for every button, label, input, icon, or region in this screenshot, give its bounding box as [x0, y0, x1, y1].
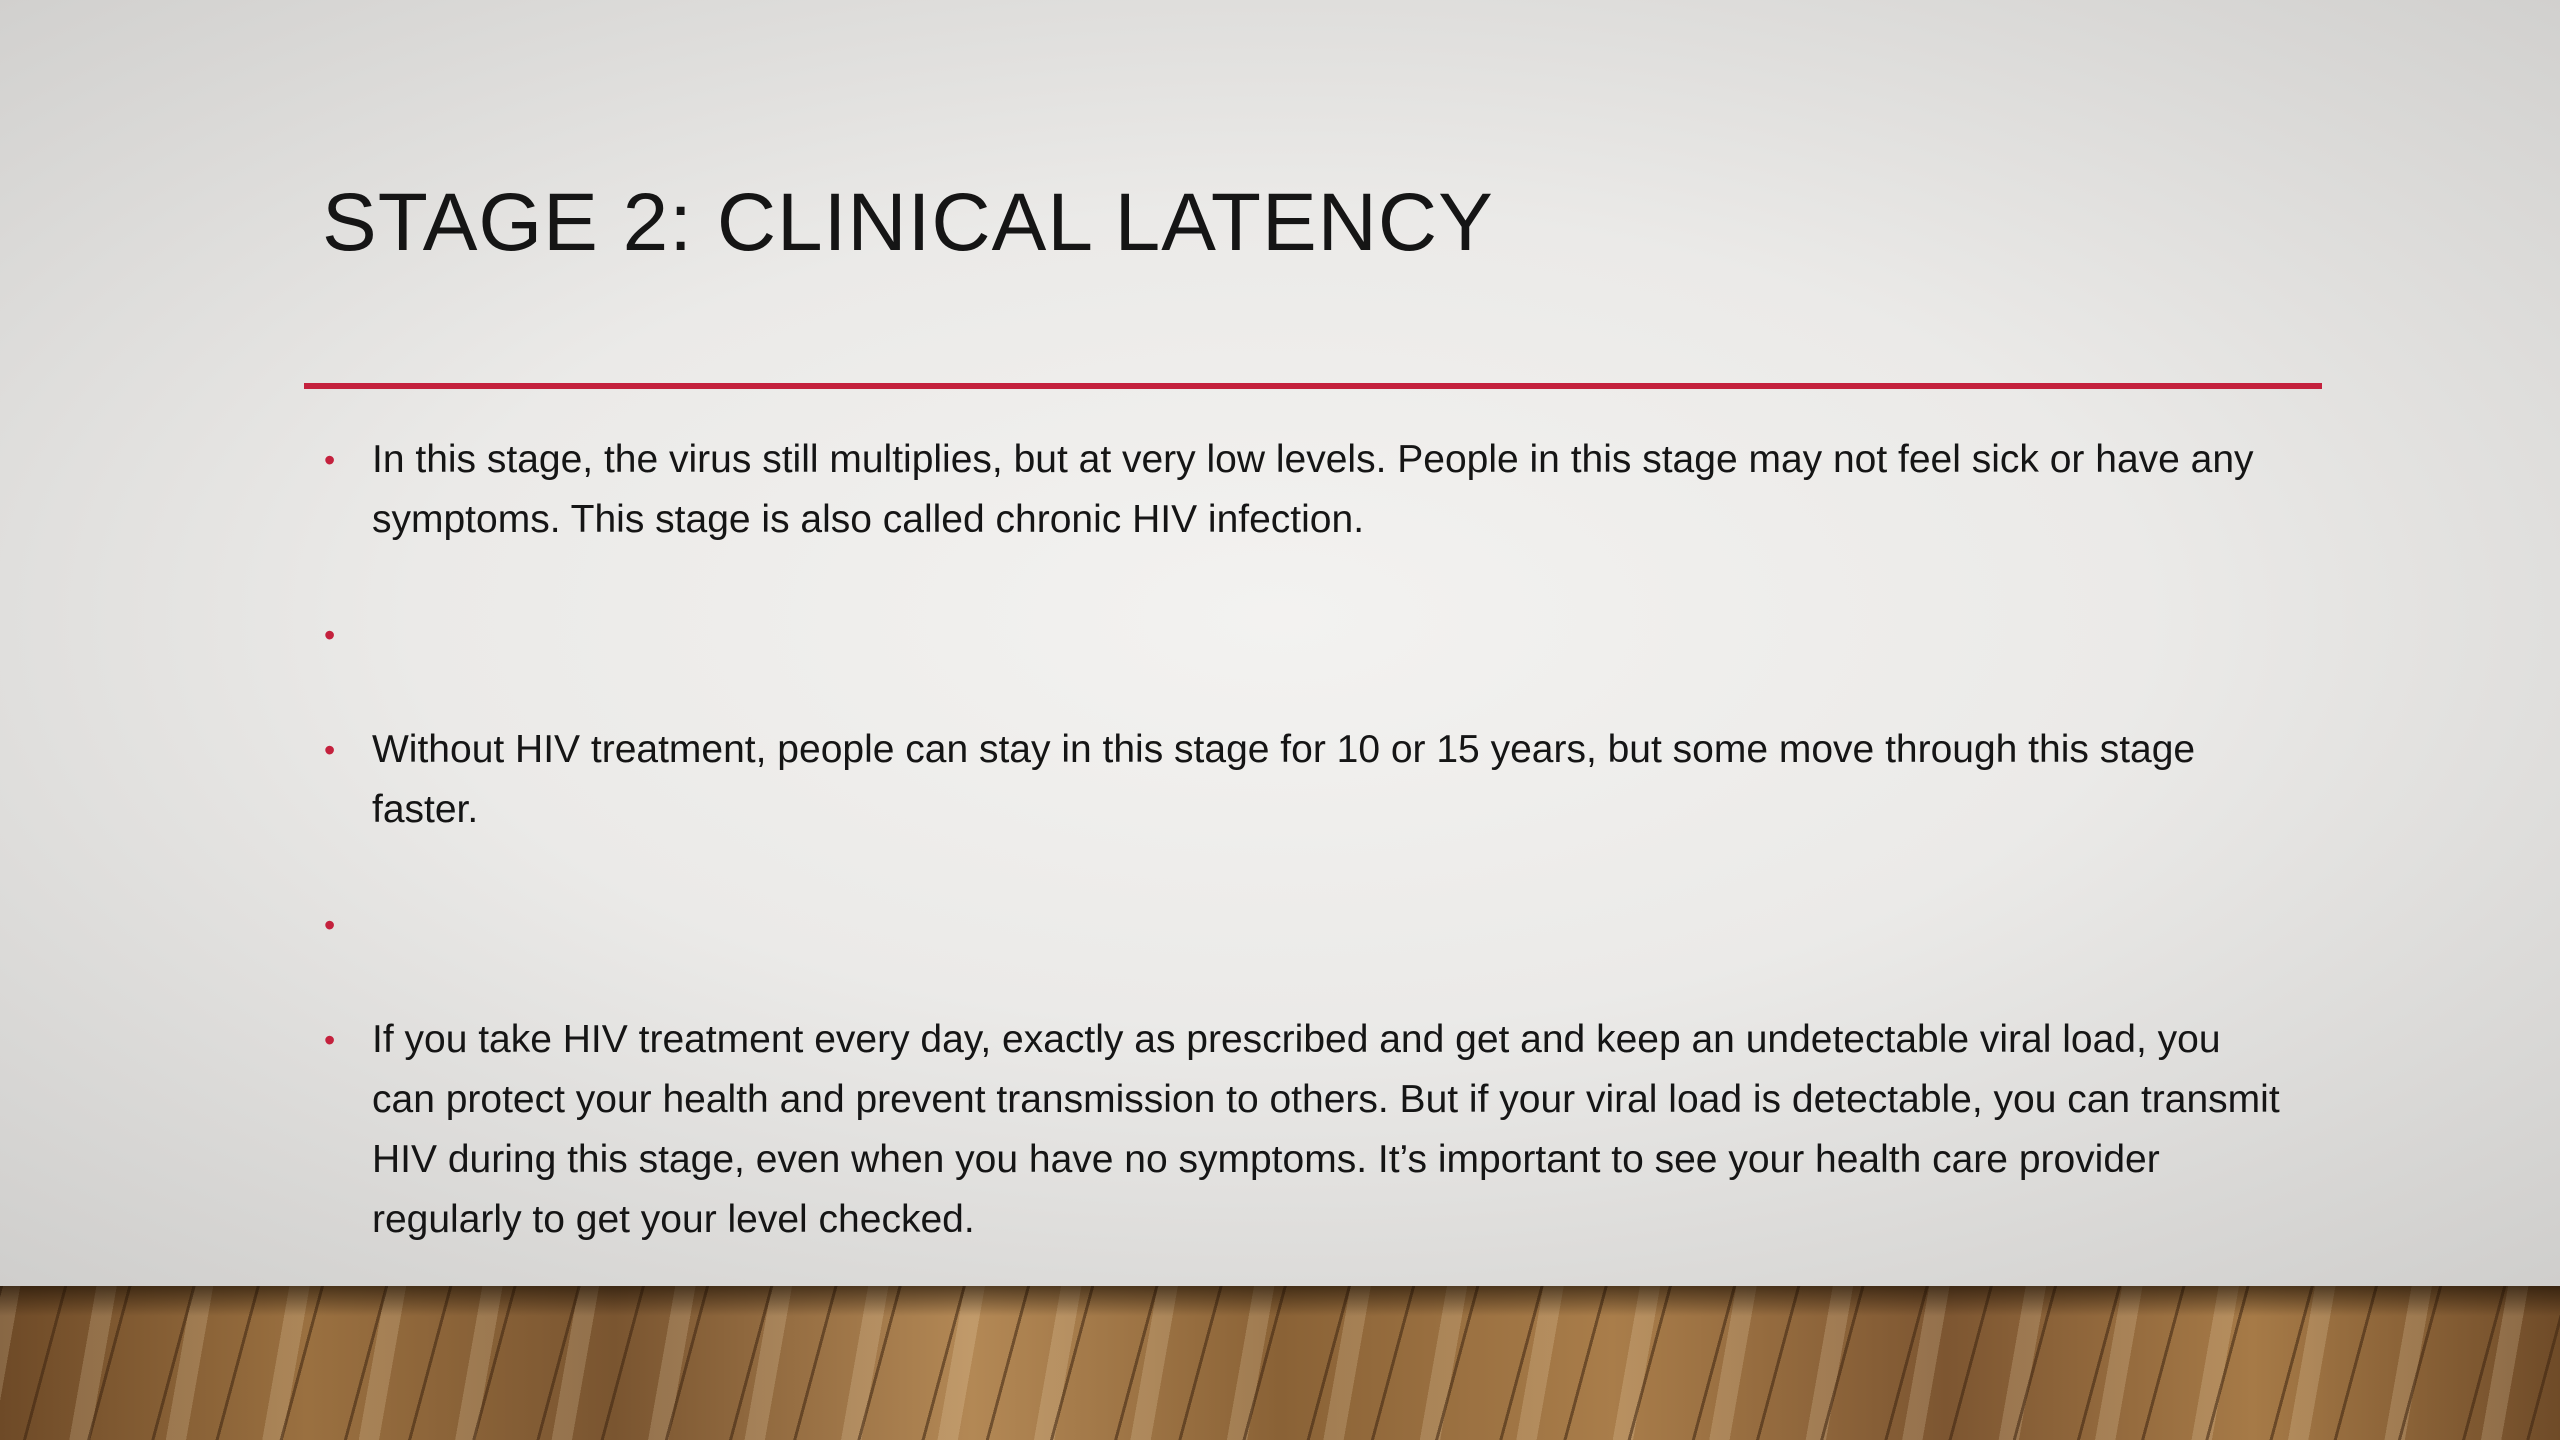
bullet-dot-icon: • [324, 617, 336, 653]
bullet-item [322, 1010, 2282, 1250]
bullet-item-empty [322, 605, 2282, 665]
title-divider [304, 383, 2322, 389]
bullet-text: Without HIV treatment, people can stay in this stage for 10 or 15 years, but some move through this stage faster. [372, 728, 2196, 831]
slide-title: STAGE 2: CLINICAL LATENCY [322, 177, 1494, 268]
bullet-text: In this stage, the virus still multiplies, but at very low levels. People in this stage may not feel sick or have any symptoms. This stage is also called chronic HIV infection. [372, 438, 2254, 541]
bullet-dot-icon: • [324, 442, 336, 478]
bullet-item [322, 430, 2282, 550]
bullet-dot-icon: • [324, 1022, 336, 1058]
bullet-dot-icon: • [324, 907, 336, 943]
bullet-text: If you take HIV treatment every day, exactly as prescribed and get and keep an undetectable viral load, you can protect your health and prevent transmission to others. But if your viral load is detectable, you can transmit HIV during this stage, even when you have no symptoms. It’s important to see your health care provider regularly to get your level checked. [372, 1018, 2280, 1241]
bullet-dot-icon: • [324, 732, 336, 768]
floor-shadow [0, 1286, 2560, 1316]
bullet-item-empty [322, 895, 2282, 955]
bullet-item [322, 720, 2282, 840]
bullet-list [322, 430, 2282, 1250]
